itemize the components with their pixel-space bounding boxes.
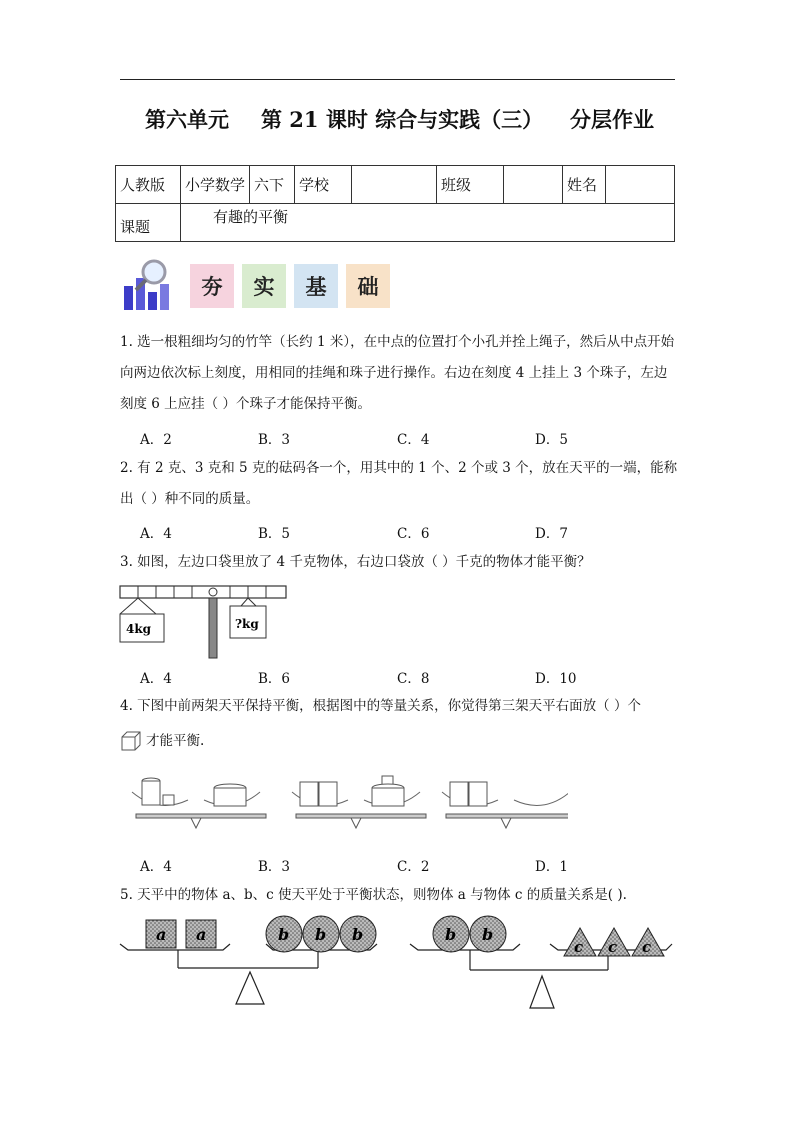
banner-char-3: 基: [294, 264, 338, 308]
question-5-stem: 5. 天平中的物体 a、b、c 使天平处于平衡状态，则物体 a 与物体 c 的质量关系是( ).: [120, 887, 627, 903]
section-banner: [120, 256, 410, 314]
option-b[interactable]: B．6: [258, 671, 291, 687]
question-3-lever-figure: [118, 584, 290, 660]
class-label: 班级: [437, 166, 504, 204]
question-3-options: [140, 667, 700, 687]
banner-char-4: 础: [346, 264, 390, 308]
svg-text:c: c: [608, 938, 618, 956]
option-c[interactable]: C．4: [397, 432, 430, 448]
school-field[interactable]: [352, 166, 437, 204]
option-a[interactable]: A．4: [140, 526, 172, 542]
option-b[interactable]: B．3: [258, 432, 291, 448]
question-5-balances-figure: [118, 910, 678, 1010]
option-c[interactable]: C．8: [397, 671, 430, 687]
subject-cell: 小学数学: [181, 166, 250, 204]
svg-text:b: b: [445, 925, 457, 944]
publisher-cell: 人教版: [116, 166, 181, 204]
question-4-stem-tail: 才能平衡.: [146, 733, 205, 749]
lesson-title: 第 21 课时 综合与实践（三）: [261, 107, 544, 132]
left-bag-label: 4kg: [126, 622, 152, 636]
page-title: [0, 104, 794, 132]
homework-type: 分层作业: [570, 107, 654, 132]
option-d[interactable]: D．1: [535, 859, 568, 875]
svg-text:b: b: [315, 925, 327, 944]
option-a[interactable]: A．4: [140, 859, 172, 875]
balance-b-c: [410, 944, 672, 1008]
right-bag-label: ?kg: [235, 617, 259, 631]
balance-2: [292, 776, 426, 828]
question-2-stem: 2. 有 2 克、3 克和 5 克的砝码各一个，用其中的 1 个、2 个或 3 个，放在天平的一端，能称出（ ）种不同的质量。: [120, 460, 678, 507]
option-a[interactable]: A．4: [140, 671, 172, 687]
question-3-stem: 3. 如图，左边口袋里放了 4 千克物体，右边口袋放（ ）千克的物体才能平衡？: [120, 554, 591, 570]
svg-text:b: b: [352, 925, 364, 944]
question-4-balances-figure: [128, 770, 568, 836]
option-a[interactable]: A．2: [140, 432, 172, 448]
option-c[interactable]: C．6: [397, 526, 430, 542]
balance-3: [442, 782, 568, 828]
option-d[interactable]: D．10: [535, 671, 577, 687]
question-1-stem: 1. 选一根粗细均匀的竹竿（长约 1 米），在中点的位置打个小孔并拴上绳子，然后从中点开始向两边依次标上刻度，用相同的挂绳和珠子进行操作。右边在刻度 4 上挂上 3 个珠子，左边刻度 6 上应挂（ ）个珠子才能保持平衡。: [120, 334, 675, 412]
svg-text:b: b: [482, 925, 494, 944]
balance-1: [132, 778, 266, 828]
cube-icon: [120, 730, 142, 752]
question-1-options: [140, 428, 700, 448]
option-c[interactable]: C．2: [397, 859, 430, 875]
top-rule: [120, 79, 675, 80]
banner-char-2: 实: [242, 264, 286, 308]
balance-a-b: [120, 944, 377, 1004]
svg-text:c: c: [574, 938, 584, 956]
svg-text:b: b: [278, 925, 290, 944]
option-d[interactable]: D．7: [535, 526, 568, 542]
grade-cell: 六下: [250, 166, 295, 204]
name-field[interactable]: [606, 166, 675, 204]
question-4-options: [140, 855, 700, 875]
banner-char-1: 夯: [190, 264, 234, 308]
option-d[interactable]: D．5: [535, 432, 568, 448]
name-label: 姓名: [563, 166, 606, 204]
topic-label: 课题: [116, 204, 181, 242]
magnifier-chart-icon: [120, 256, 182, 314]
option-b[interactable]: B．5: [258, 526, 291, 542]
unit-title: 第六单元: [145, 107, 229, 132]
svg-text:c: c: [642, 938, 652, 956]
question-4-stem: 4. 下图中前两架天平保持平衡，根据图中的等量关系，你觉得第三架天平右面放（ ）个: [120, 698, 641, 714]
class-field[interactable]: [504, 166, 563, 204]
svg-text:a: a: [156, 925, 167, 944]
option-b[interactable]: B．3: [258, 859, 291, 875]
question-2-options: [140, 522, 700, 542]
school-label: 学校: [295, 166, 352, 204]
svg-text:a: a: [196, 925, 207, 944]
info-table: [115, 165, 675, 242]
topic-value: 有趣的平衡: [181, 204, 675, 242]
